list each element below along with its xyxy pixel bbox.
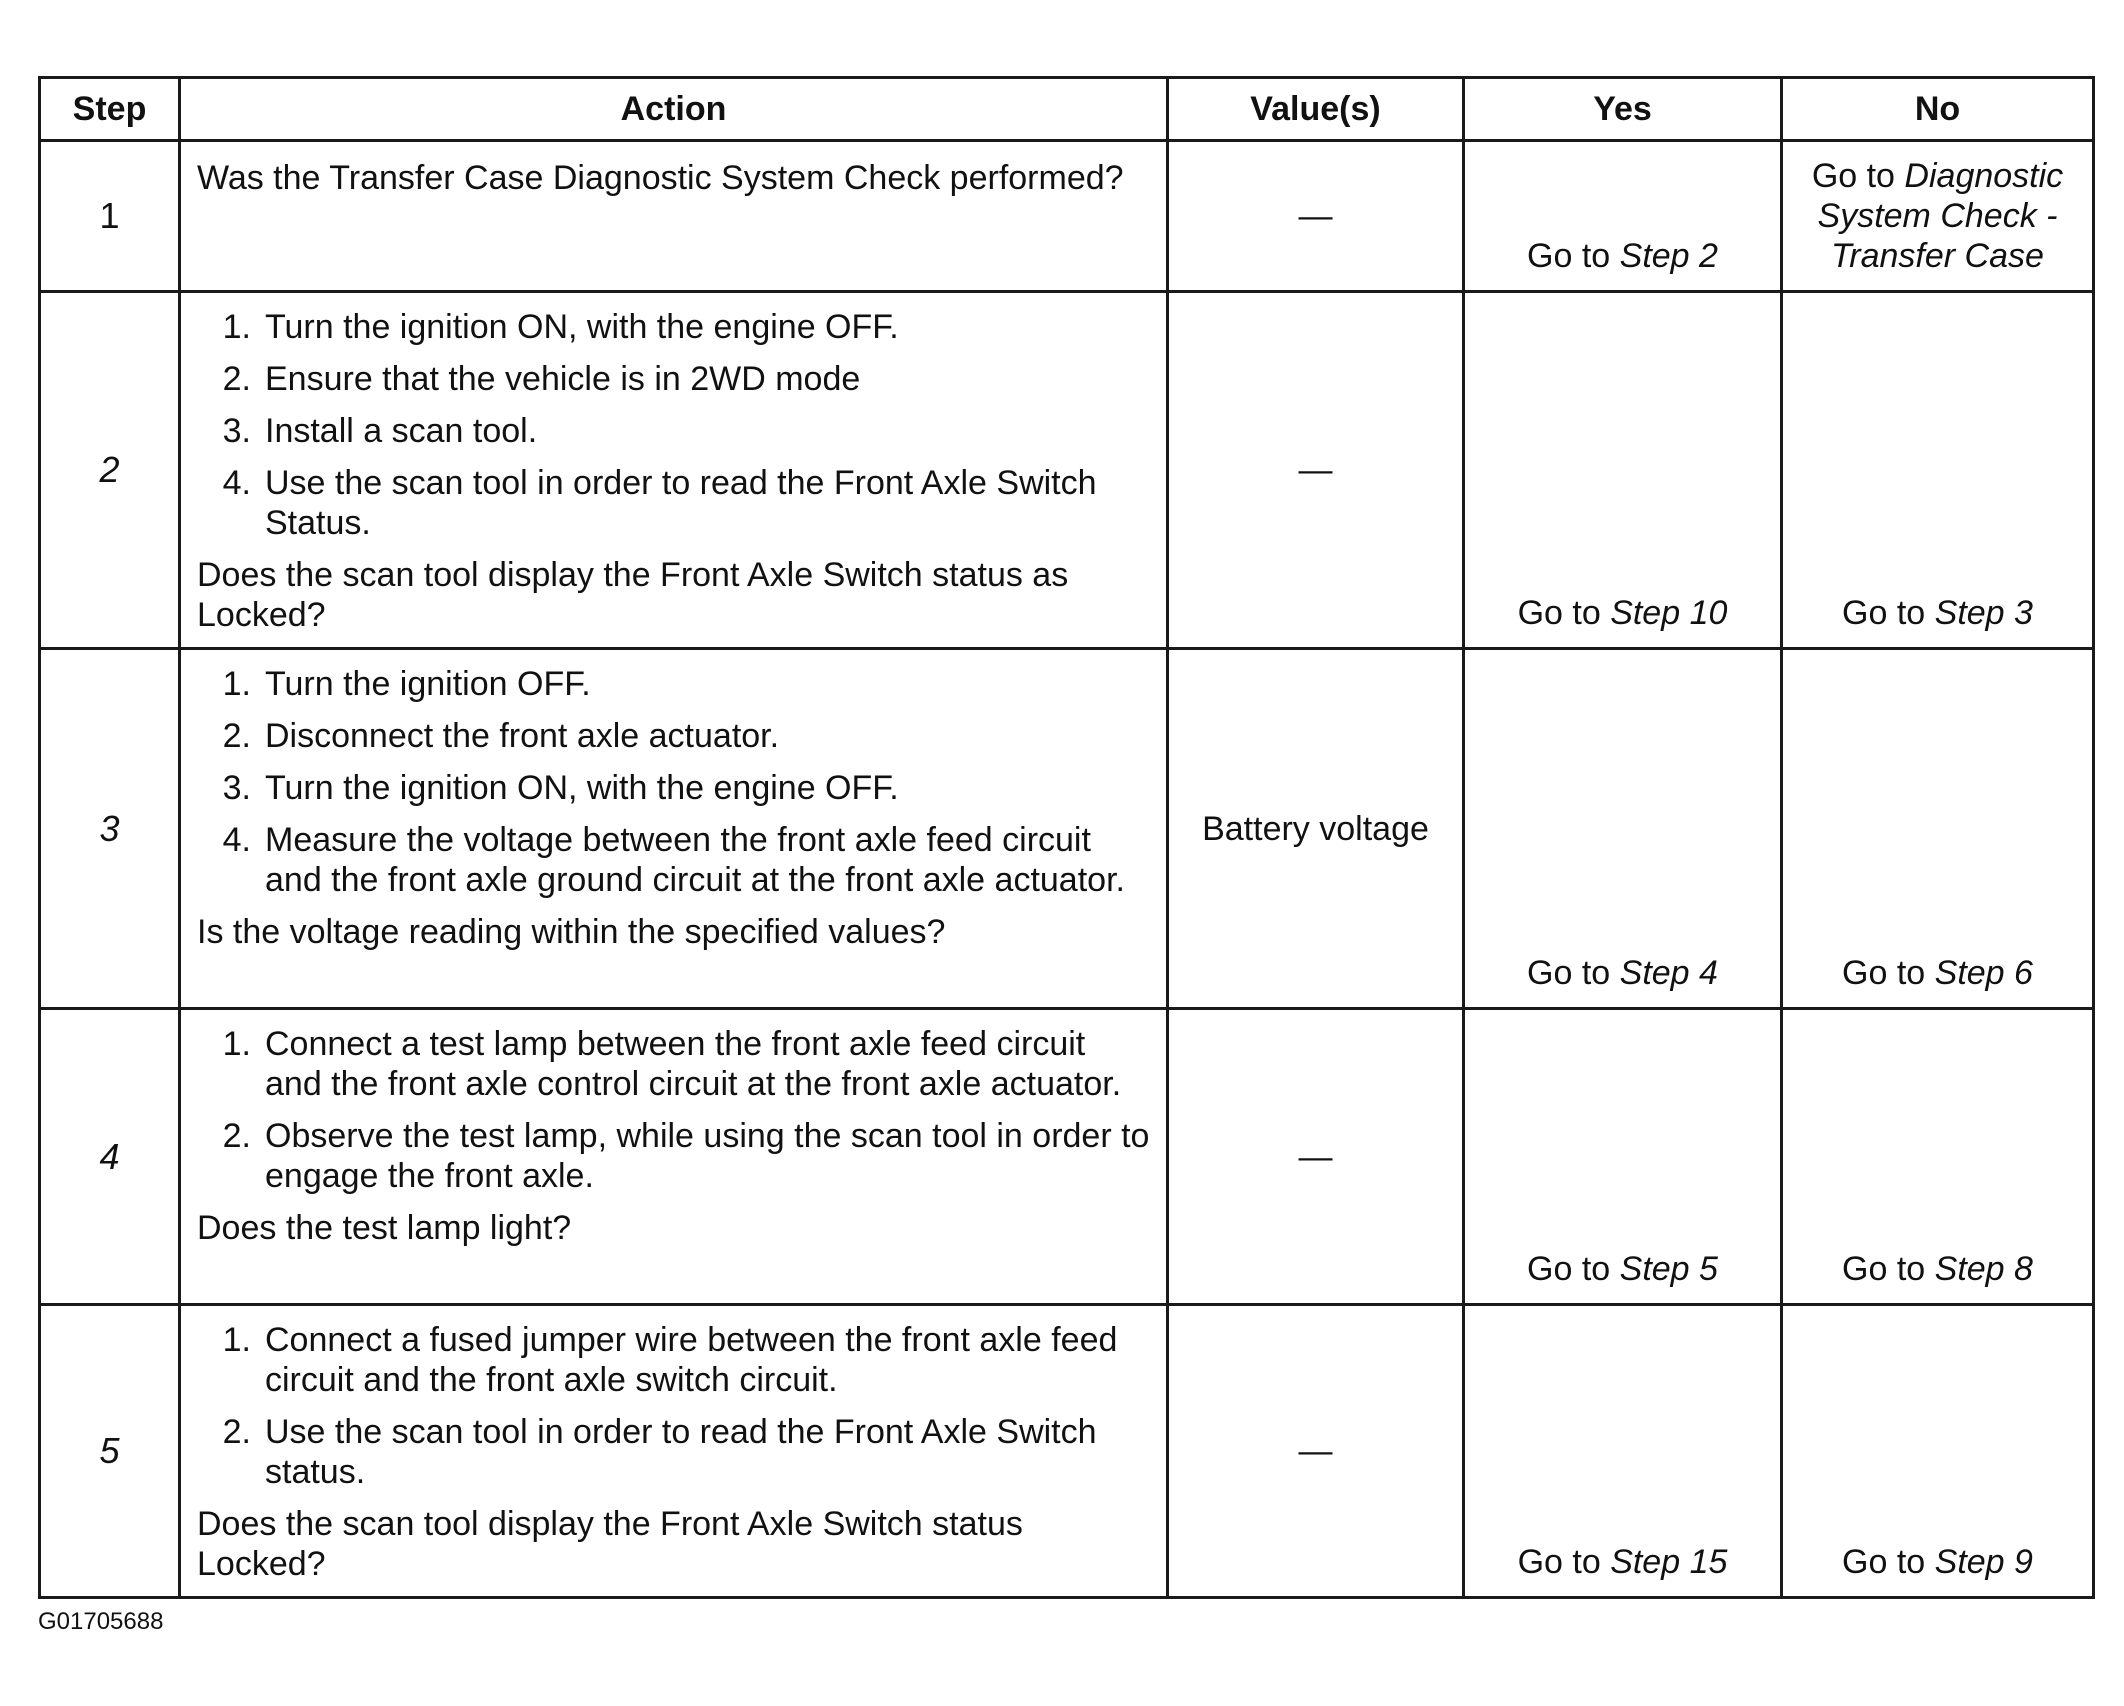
table-row: [40, 649, 2094, 1009]
action-item: [197, 664, 1150, 704]
action-item-number: 4.: [222, 464, 251, 502]
yes-cell: [1464, 141, 1782, 292]
action-item-text: Install a scan tool.: [265, 412, 538, 450]
action-item-number: 1.: [222, 1321, 251, 1359]
step-number: 5: [40, 1305, 180, 1598]
action-item: [197, 463, 1150, 543]
yes-cell: [1464, 649, 1782, 1009]
goto-step-link: Step 10: [1610, 594, 1728, 632]
action-item-text: Connect a test lamp between the front axle feed circuit and the front axle control circuit at the front axle actuator.: [265, 1025, 1122, 1103]
action-question: Is the voltage reading within the specified values?: [197, 913, 946, 951]
action-question: Does the scan tool display the Front Axle Switch status as Locked?: [197, 556, 1069, 634]
header-action: Action: [180, 78, 1168, 141]
goto-prefix: Go to: [1527, 1250, 1620, 1288]
action-item-number: 1.: [222, 308, 251, 346]
action-item: [197, 1320, 1150, 1400]
action-list: [197, 1320, 1150, 1492]
action-item-text: Disconnect the front axle actuator.: [265, 717, 780, 755]
goto-procedure-link: Diagnostic System Check - Transfer Case: [1817, 157, 2064, 275]
goto-step-link: Step 8: [1934, 1250, 2033, 1288]
step-number: 3: [40, 649, 180, 1009]
goto-step-link: Step 4: [1619, 954, 1718, 992]
table-row: [40, 1305, 2094, 1598]
action-item: [197, 307, 1150, 347]
action-cell: [180, 649, 1168, 1009]
header-no: No: [1782, 78, 2094, 141]
action-cell: [180, 1305, 1168, 1598]
header-values: Value(s): [1168, 78, 1464, 141]
value-cell: —: [1168, 141, 1464, 292]
goto-prefix: Go to: [1842, 1543, 1935, 1581]
action-item-number: 2.: [222, 360, 251, 398]
step-number: 1: [40, 141, 180, 292]
value-cell: —: [1168, 1009, 1464, 1305]
yes-cell: [1464, 1305, 1782, 1598]
goto-prefix: Go to: [1842, 1250, 1935, 1288]
step-number: 4: [40, 1009, 180, 1305]
action-item-number: 4.: [222, 821, 251, 859]
header-step: Step: [40, 78, 180, 141]
step-number: 2: [40, 292, 180, 649]
table-row: [40, 1009, 2094, 1305]
value-cell: Battery voltage: [1168, 649, 1464, 1009]
goto-prefix: Go to: [1517, 1543, 1611, 1581]
goto-step-link: Step 9: [1934, 1543, 2033, 1581]
action-item: [197, 1024, 1150, 1104]
goto-prefix: Go to: [1527, 954, 1620, 992]
goto-step-link: Step 3: [1934, 594, 2033, 632]
action-item-number: 2.: [222, 717, 251, 755]
action-cell: [180, 1009, 1168, 1305]
action-question: Does the scan tool display the Front Axle Switch status Locked?: [197, 1505, 1023, 1583]
header-row: [40, 78, 2094, 141]
diagnostic-table: [38, 76, 2095, 1599]
no-cell: [1782, 1009, 2094, 1305]
action-item-number: 1.: [222, 1025, 251, 1063]
action-item: [197, 820, 1150, 900]
goto-step-link: Step 15: [1610, 1543, 1728, 1581]
table-row: [40, 141, 2094, 292]
action-item-text: Turn the ignition ON, with the engine OFF.: [265, 308, 899, 346]
action-item-number: 3.: [222, 412, 251, 450]
action-item: [197, 1412, 1150, 1492]
action-item: [197, 359, 1150, 399]
action-item: [197, 411, 1150, 451]
no-cell: [1782, 141, 2094, 292]
action-list: [197, 664, 1150, 900]
goto-step-link: Step 2: [1619, 237, 1718, 275]
action-item-text: Turn the ignition OFF.: [265, 665, 591, 703]
no-cell: [1782, 1305, 2094, 1598]
action-item-number: 3.: [222, 769, 251, 807]
goto-prefix: Go to: [1842, 594, 1935, 632]
action-cell: [180, 141, 1168, 292]
action-item-text: Use the scan tool in order to read the Front Axle Switch status.: [265, 1413, 1097, 1491]
action-item-text: Use the scan tool in order to read the Front Axle Switch Status.: [265, 464, 1097, 542]
yes-cell: [1464, 1009, 1782, 1305]
action-item-text: Turn the ignition ON, with the engine OFF.: [265, 769, 899, 807]
goto-prefix: Go to: [1527, 237, 1620, 275]
action-item-text: Measure the voltage between the front axle feed circuit and the front axle ground circuit at the front axle actuator.: [265, 821, 1125, 899]
action-item-text: Ensure that the vehicle is in 2WD mode: [265, 360, 861, 398]
figure-id: G01705688: [38, 1608, 164, 1635]
action-item-number: 1.: [222, 665, 251, 703]
goto-step-link: Step 5: [1619, 1250, 1718, 1288]
table-row: [40, 292, 2094, 649]
value-cell: —: [1168, 292, 1464, 649]
action-item-number: 2.: [222, 1413, 251, 1451]
action-question: Was the Transfer Case Diagnostic System Check performed?: [197, 159, 1124, 197]
action-cell: [180, 292, 1168, 649]
header-yes: Yes: [1464, 78, 1782, 141]
goto-prefix: Go to: [1517, 594, 1611, 632]
goto-prefix: Go to: [1842, 954, 1935, 992]
action-item: [197, 768, 1150, 808]
action-list: [197, 1024, 1150, 1196]
no-cell: [1782, 292, 2094, 649]
action-question: Does the test lamp light?: [197, 1209, 572, 1247]
action-item-text: Observe the test lamp, while using the scan tool in order to engage the front axle.: [265, 1117, 1150, 1195]
value-cell: —: [1168, 1305, 1464, 1598]
action-list: [197, 307, 1150, 543]
goto-prefix: Go to: [1811, 157, 1905, 195]
goto-step-link: Step 6: [1934, 954, 2033, 992]
action-item-number: 2.: [222, 1117, 251, 1155]
action-item-text: Connect a fused jumper wire between the front axle feed circuit and the front axle switch circuit.: [265, 1321, 1118, 1399]
yes-cell: [1464, 292, 1782, 649]
no-cell: [1782, 649, 2094, 1009]
action-item: [197, 716, 1150, 756]
action-item: [197, 1116, 1150, 1196]
